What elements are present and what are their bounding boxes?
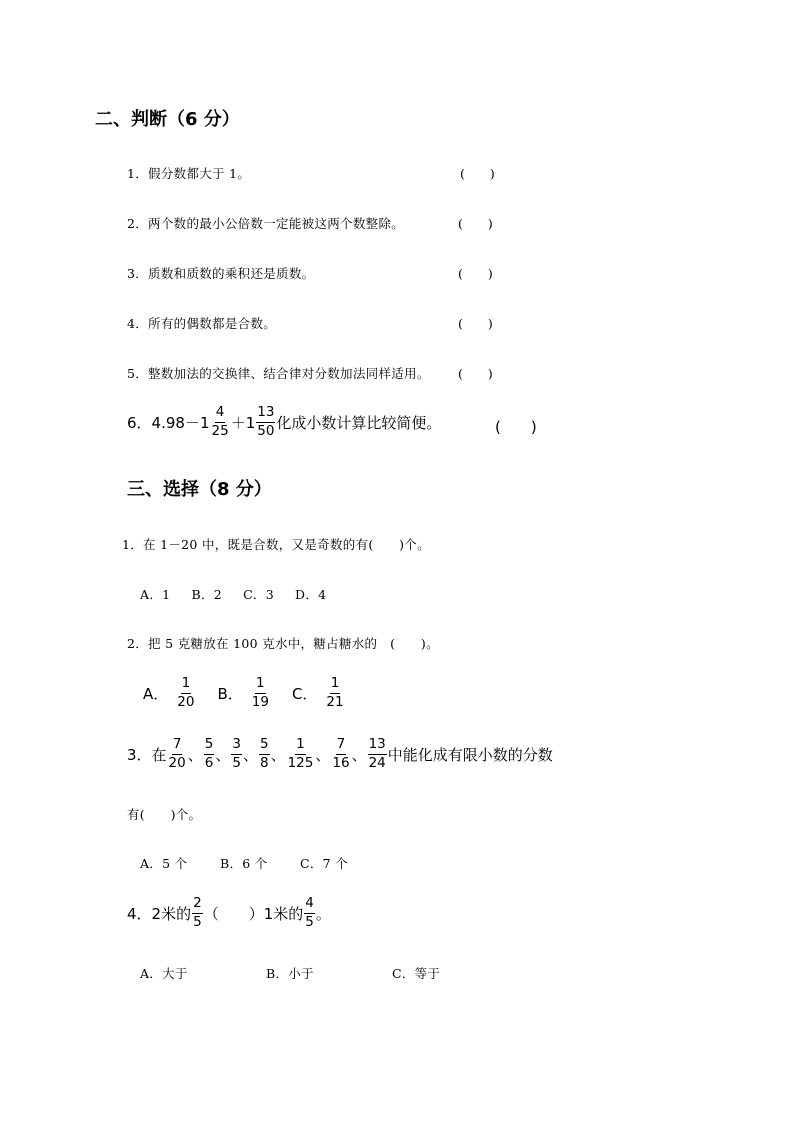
- option-c-fraction[interactable]: [325, 677, 344, 709]
- item6-prefix: 6．4.98－1: [127, 413, 210, 432]
- q4-prefix: 4．2米的: [127, 904, 192, 923]
- q3-separator: 、: [242, 745, 258, 764]
- fraction-numerator: 7: [172, 738, 183, 755]
- choice-q2-text: 2．把 5 克糖放在 100 克水中，糖占糖水的 ( )。: [127, 636, 439, 651]
- fraction-denominator: 20: [177, 693, 195, 710]
- judge-blank-6[interactable]: ( ): [495, 418, 537, 436]
- q3-fraction: [204, 738, 215, 770]
- fraction-numerator: 1: [330, 677, 341, 694]
- option-a-label[interactable]: A．: [143, 684, 169, 703]
- fraction-denominator: 125: [287, 754, 314, 771]
- q3-separator: 、: [187, 745, 203, 764]
- q3-separator: 、: [215, 745, 231, 764]
- choice-q4-text: [127, 897, 331, 929]
- fraction-numerator: 7: [336, 738, 347, 755]
- choice-q4-option-a[interactable]: A．大于: [140, 966, 188, 981]
- judge-blank-1[interactable]: ( ): [460, 166, 495, 181]
- fraction-denominator: 5: [305, 913, 314, 930]
- q3-fraction: [168, 738, 187, 770]
- judge-blank-2[interactable]: ( ): [458, 216, 493, 231]
- judge-blank-5[interactable]: ( ): [458, 366, 493, 381]
- item6-suffix: 化成小数计算比较简便。: [276, 413, 442, 432]
- fraction-denominator: 21: [326, 693, 344, 710]
- fraction-denominator: 19: [251, 693, 269, 710]
- choice-q2-options: [143, 677, 346, 709]
- fraction-numerator: 5: [259, 738, 270, 755]
- fraction-numerator: 1: [255, 677, 266, 694]
- fraction-numerator: 2: [192, 897, 203, 914]
- option-c-label[interactable]: C．: [291, 684, 318, 703]
- section2-heading: 二、判断（6 分）: [95, 109, 240, 130]
- judge-item-2: 2．两个数的最小公倍数一定能被这两个数整除。: [127, 216, 405, 231]
- choice-q3-option-b[interactable]: B．6 个: [220, 856, 268, 871]
- fraction-denominator: 5: [193, 913, 202, 930]
- q4-fraction-1: [192, 897, 203, 929]
- choice-q3-option-c[interactable]: C．7 个: [300, 856, 348, 871]
- q3-separator: 、: [315, 745, 331, 764]
- choice-q1-options[interactable]: A．1 B．2 C．3 D．4: [140, 587, 327, 602]
- option-b-label[interactable]: B．: [217, 684, 243, 703]
- choice-q4-option-b[interactable]: B．小于: [266, 966, 314, 981]
- fraction-numerator: 4: [304, 897, 315, 914]
- item6-fraction-1: [211, 406, 230, 438]
- fraction-numerator: 3: [231, 738, 242, 755]
- choice-q3-line2: 有( )个。: [127, 807, 202, 822]
- judge-item-1: 1．假分数都大于 1。: [127, 166, 251, 181]
- fraction-denominator: 24: [368, 754, 386, 771]
- judge-blank-4[interactable]: ( ): [458, 316, 493, 331]
- fraction-denominator: 20: [168, 754, 186, 771]
- q3-fraction: [231, 738, 242, 770]
- fraction-denominator: 16: [332, 754, 350, 771]
- fraction-numerator: 13: [256, 406, 275, 423]
- fraction-denominator: 5: [232, 754, 241, 771]
- judge-item-3: 3．质数和质数的乘积还是质数。: [127, 266, 315, 281]
- q3-fraction: [259, 738, 270, 770]
- fraction-numerator: 1: [181, 677, 192, 694]
- item6-fraction-2: [256, 406, 275, 438]
- q3-fraction: [331, 738, 350, 770]
- q3-fraction: [368, 738, 387, 770]
- choice-q3-text: [127, 738, 553, 770]
- judge-item-5: 5．整数加法的交换律、结合律对分数加法同样适用。: [127, 366, 430, 381]
- fraction-denominator: 25: [211, 422, 229, 439]
- choice-q1-text: 1．在 1－20 中，既是合数，又是奇数的有( )个。: [122, 537, 430, 552]
- q4-fraction-2: [304, 897, 315, 929]
- judge-item-6: [127, 406, 441, 438]
- q3-suffix: 中能化成有限小数的分数: [387, 745, 553, 764]
- judge-item-4: 4．所有的偶数都是合数。: [127, 316, 277, 331]
- fraction-numerator: 1: [295, 738, 306, 755]
- fraction-numerator: 13: [368, 738, 387, 755]
- section3-heading: 三、选择（8 分）: [127, 479, 272, 500]
- fraction-numerator: 4: [215, 406, 226, 423]
- q4-mid: （ ）1米的: [203, 904, 304, 923]
- option-a-fraction[interactable]: [176, 677, 195, 709]
- choice-q3-option-a[interactable]: A．5 个: [140, 856, 188, 871]
- judge-blank-3[interactable]: ( ): [458, 266, 493, 281]
- fraction-denominator: 50: [257, 422, 275, 439]
- q3-prefix: 3．在: [127, 745, 167, 764]
- choice-q4-option-c[interactable]: C．等于: [392, 966, 441, 981]
- q3-fraction: [287, 738, 315, 770]
- fraction-denominator: 6: [204, 754, 214, 771]
- q3-separator: 、: [351, 745, 367, 764]
- fraction-denominator: 8: [259, 754, 269, 771]
- item6-mid: ＋1: [230, 413, 256, 432]
- q4-end: 。: [315, 904, 331, 923]
- option-b-fraction[interactable]: [251, 677, 270, 709]
- q3-separator: 、: [270, 745, 286, 764]
- fraction-numerator: 5: [204, 738, 215, 755]
